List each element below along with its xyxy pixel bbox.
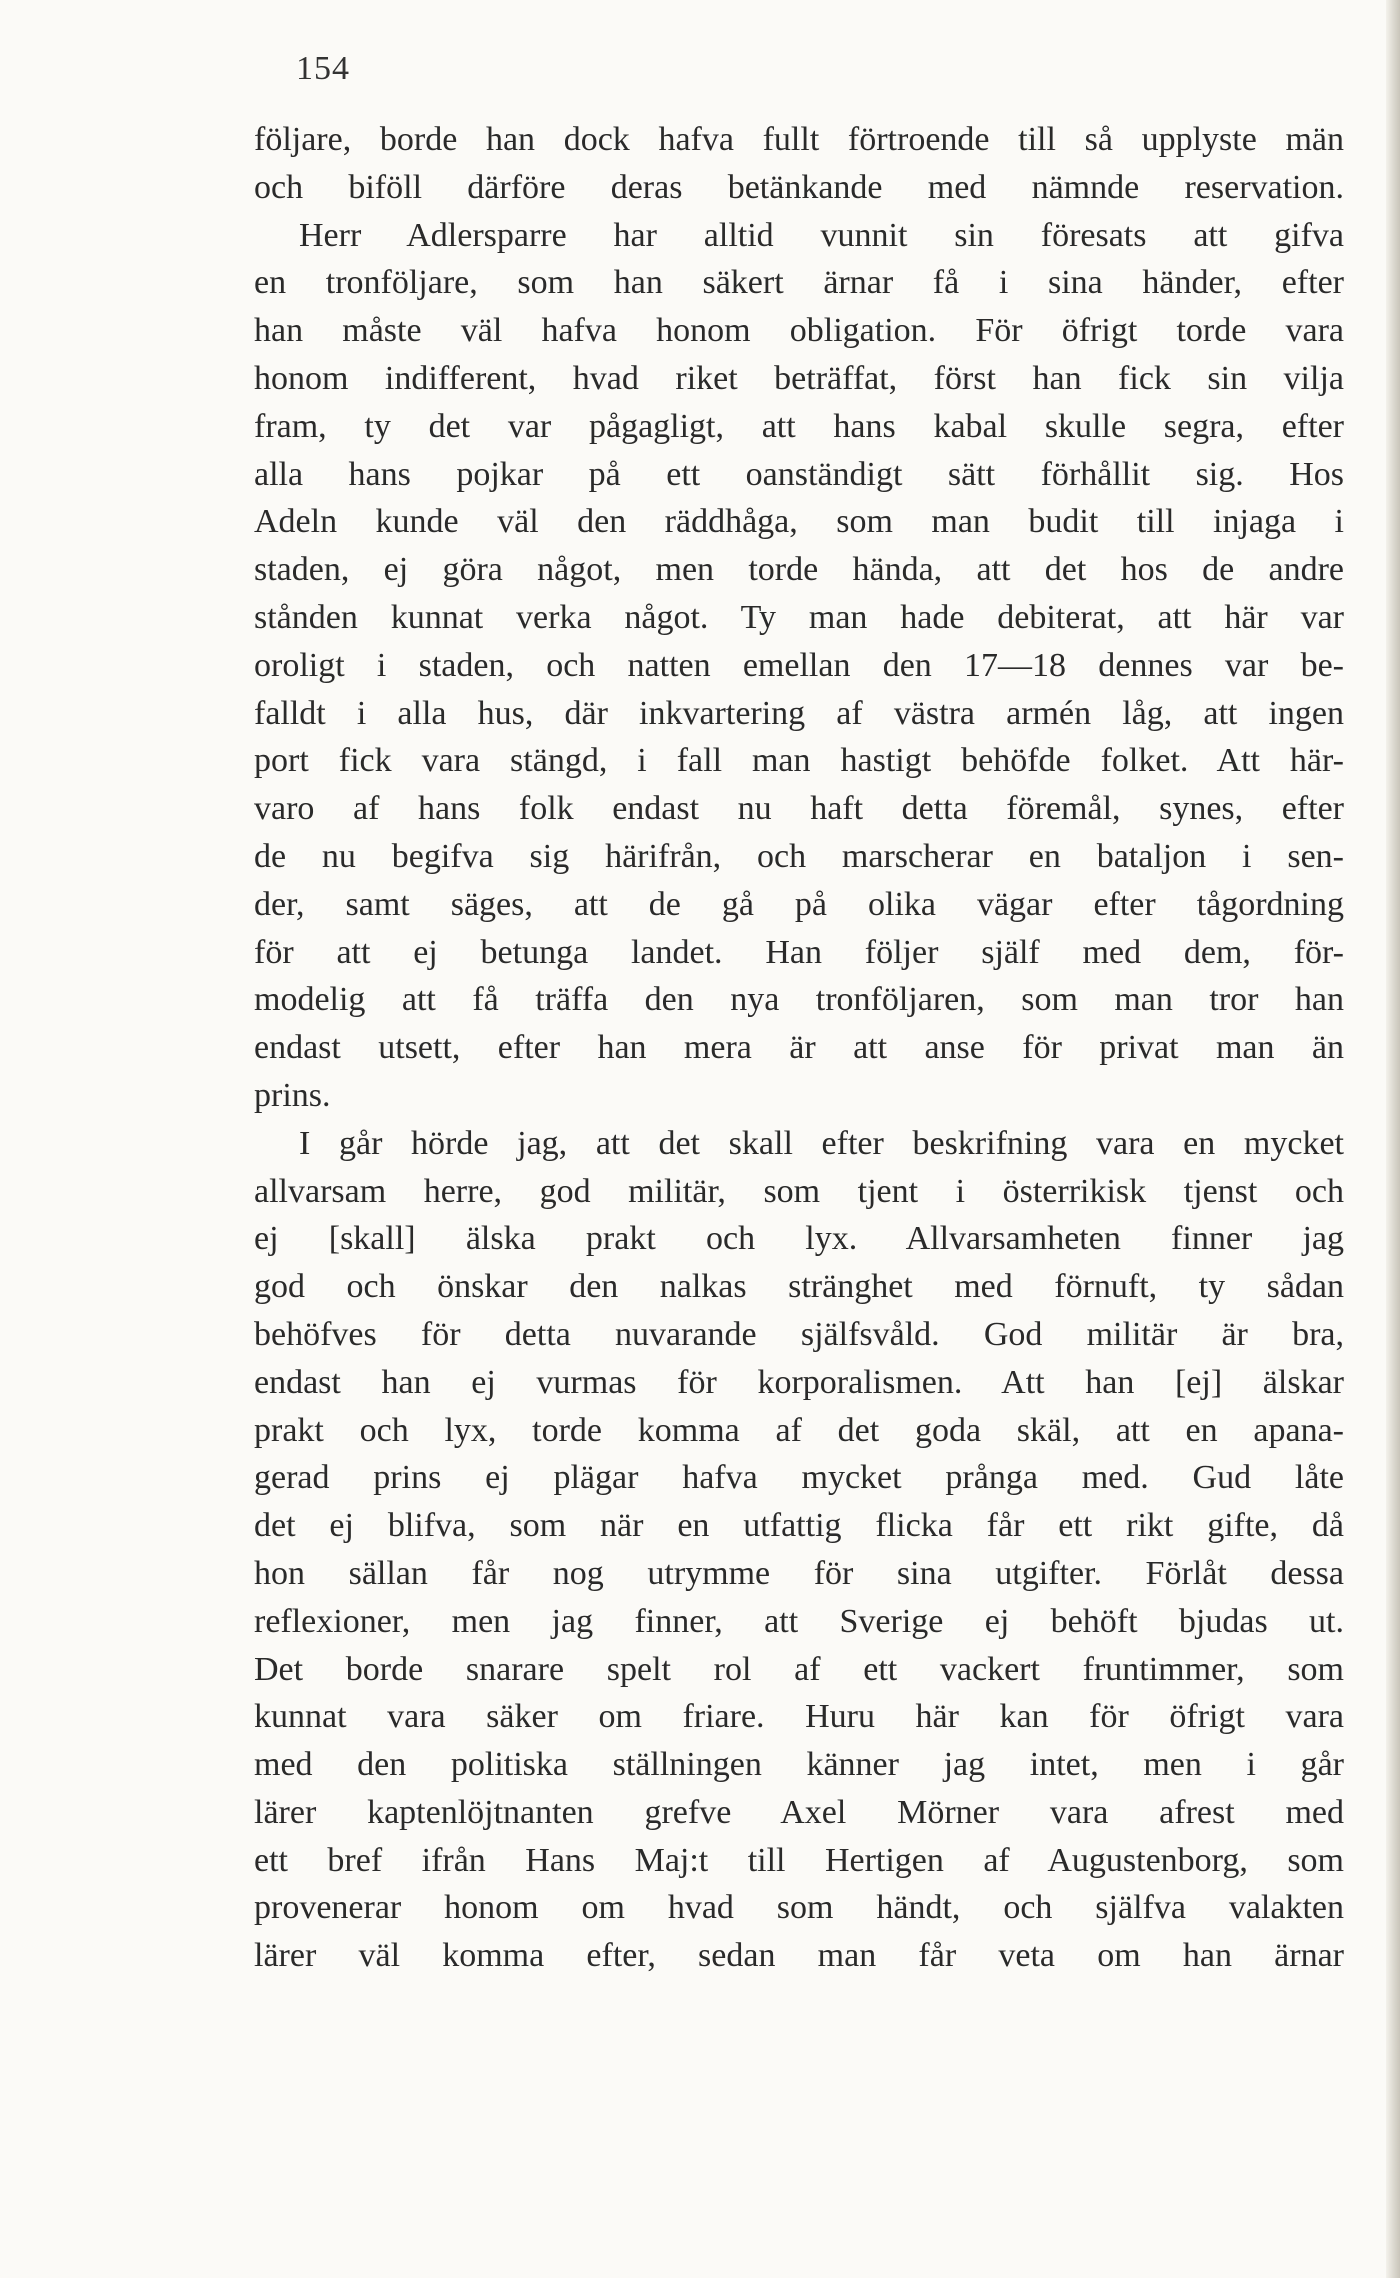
- text-line: I går hörde jag, att det skall efter beskrifning vara en mycket: [299, 1124, 1344, 1162]
- body-text: [254, 116, 1344, 1980]
- text-line: hon sällan får nog utrymme för sina utgifter. Förlåt dessa: [254, 1554, 1344, 1592]
- text-line: behöfves för detta nuvarande själfsvåld. God militär är bra,: [254, 1315, 1344, 1353]
- text-line: han måste väl hafva honom obligation. För öfrigt torde vara: [254, 312, 1344, 350]
- text-line: der, samt säges, att de gå på olika vägar efter tågordning: [254, 885, 1344, 923]
- text-line: lärer kaptenlöjtnanten grefve Axel Mörner vara afrest med: [254, 1793, 1344, 1831]
- text-line: gerad prins ej plägar hafva mycket prånga med. Gud låte: [254, 1459, 1344, 1497]
- text-line: för att ej betunga landet. Han följer själf med dem, för-: [254, 933, 1344, 971]
- text-line: endast han ej vurmas för korporalismen. Att han [ej] älskar: [254, 1363, 1344, 1401]
- text-line: allvarsam herre, god militär, som tjent i österrikisk tjenst och: [254, 1172, 1344, 1210]
- text-line: de nu begifva sig härifrån, och marscherar en bataljon i sen-: [254, 837, 1344, 875]
- text-line: honom indifferent, hvad riket beträffat, först han fick sin vilja: [254, 359, 1344, 397]
- text-line: prins.: [254, 1076, 331, 1114]
- text-line: varo af hans folk endast nu haft detta föremål, synes, efter: [254, 790, 1344, 828]
- text-line: provenerar honom om hvad som händt, och själfva valakten: [254, 1889, 1344, 1927]
- text-line: prakt och lyx, torde komma af det goda skäl, att en apana-: [254, 1411, 1344, 1449]
- text-line: Det borde snarare spelt rol af ett vackert fruntimmer, som: [254, 1650, 1344, 1688]
- text-line: det ej blifva, som när en utfattig flicka får ett rikt gifte, då: [254, 1507, 1344, 1545]
- text-line: med den politiska ställningen känner jag intet, men i går: [254, 1746, 1344, 1784]
- text-line: följare, borde han dock hafva fullt förtroende till så upplyste män: [254, 121, 1344, 158]
- text-line: falldt i alla hus, där inkvartering af västra armén låg, att ingen: [254, 694, 1344, 732]
- text-line: port fick vara stängd, i fall man hastigt behöfde folket. Att här-: [254, 742, 1344, 780]
- text-line: oroligt i staden, och natten emellan den 17—18 dennes var be-: [254, 646, 1344, 684]
- text-line: endast utsett, efter han mera är att anse för privat man än: [254, 1029, 1344, 1067]
- text-line: staden, ej göra något, men torde hända, att det hos de andre: [254, 551, 1344, 589]
- text-line: en tronföljare, som han säkert ärnar få i sina händer, efter: [254, 264, 1344, 302]
- text-line: lärer väl komma efter, sedan man får veta om han ärnar: [254, 1937, 1344, 1975]
- text-line: Adeln kunde väl den räddhåga, som man budit till injaga i: [254, 503, 1344, 541]
- page-edge: [1386, 0, 1400, 2278]
- text-line: fram, ty det var pågagligt, att hans kabal skulle segra, efter: [254, 407, 1344, 445]
- text-line: alla hans pojkar på ett oanständigt sätt förhållit sig. Hos: [254, 455, 1344, 493]
- text-line: god och önskar den nalkas stränghet med förnuft, ty sådan: [254, 1268, 1344, 1306]
- text-line: ett bref ifrån Hans Maj:t till Hertigen af Augustenborg, som: [254, 1841, 1344, 1879]
- text-line: modelig att få träffa den nya tronföljaren, som man tror han: [254, 981, 1344, 1019]
- text-line: reflexioner, men jag finner, att Sverige ej behöft bjudas ut.: [254, 1602, 1344, 1640]
- text-line: och biföll därföre deras betänkande med nämnde reservation.: [254, 168, 1344, 206]
- text-line: kunnat vara säker om friare. Huru här kan för öfrigt vara: [254, 1698, 1344, 1736]
- text-line: stånden kunnat verka något. Ty man hade debiterat, att här var: [254, 598, 1344, 636]
- text-line: Herr Adlersparre har alltid vunnit sin föresats att gifva: [299, 216, 1344, 254]
- page-number: 154: [296, 50, 350, 87]
- text-line: ej [skall] älska prakt och lyx. Allvarsamheten finner jag: [254, 1220, 1344, 1258]
